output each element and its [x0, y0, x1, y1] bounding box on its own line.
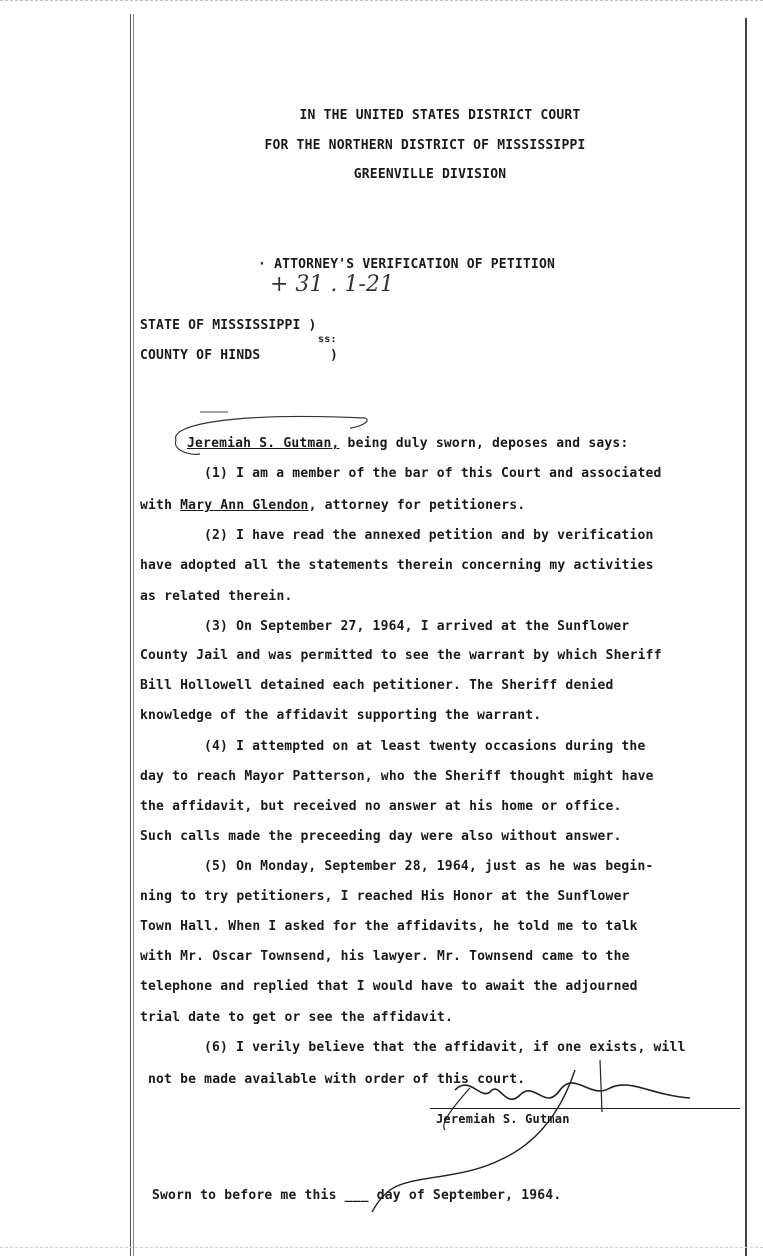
- p3-line-3: Bill Hollowell detained each petitioner. The Sheriff denied: [140, 678, 614, 693]
- p5-line-2: ning to try petitioners, I reached His Honor at the Sunflower: [140, 889, 630, 904]
- p5-line-1: (5) On Monday, September 28, 1964, just as he was begin-: [204, 859, 654, 874]
- p2-line-3: as related therein.: [140, 589, 293, 604]
- co-counsel-name: Mary Ann Glendon: [180, 498, 309, 513]
- affiant-name: Jeremiah S. Gutman,: [187, 436, 340, 451]
- document-title: · ATTORNEY'S VERIFICATION OF PETITION: [258, 257, 555, 272]
- p5-line-6: trial date to get or see the affidavit.: [140, 1010, 454, 1025]
- scan-bottom-edge: [0, 1247, 763, 1248]
- p4-line-4: Such calls made the preceeding day were also without answer.: [140, 829, 622, 844]
- venue-state: STATE OF MISSISSIPPI ): [140, 318, 317, 333]
- court-name: IN THE UNITED STATES DISTRICT COURT: [299, 108, 581, 123]
- p5-line-3: Town Hall. When I asked for the affidavits, he told me to talk: [140, 919, 638, 934]
- p1-line-1: (1) I am a member of the bar of this Court and associated: [204, 466, 662, 481]
- court-division: GREENVILLE DIVISION: [353, 167, 507, 182]
- p3-line-1: (3) On September 27, 1964, I arrived at the Sunflower: [204, 619, 630, 634]
- p2-line-2: have adopted all the statements therein concerning my activities: [140, 558, 654, 573]
- p3-line-2: County Jail and was permitted to see the warrant by which Sheriff: [140, 648, 662, 663]
- intro-line: [187, 436, 628, 451]
- p6-line-2: not be made available with order of this court.: [148, 1072, 526, 1087]
- p2-line-1: (2) I have read the annexed petition and by verification: [204, 528, 654, 543]
- signatory-name: Jeremiah S. Gutman: [436, 1112, 570, 1126]
- p4-line-1: (4) I attempted on at least twenty occasions during the: [204, 739, 646, 754]
- p4-line-2: day to reach Mayor Patterson, who the Sheriff thought might have: [140, 769, 654, 784]
- intro-text: being duly sworn, deposes and says:: [347, 436, 629, 451]
- p5-line-4: with Mr. Oscar Townsend, his lawyer. Mr. Townsend came to the: [140, 949, 630, 964]
- p6-line-1: (6) I verily believe that the affidavit, if one exists, will: [204, 1040, 686, 1055]
- court-district: FOR THE NORTHERN DISTRICT OF MISSISSIPPI: [264, 138, 586, 153]
- venue-county: COUNTY OF HINDS: [140, 348, 261, 363]
- signature-line: [430, 1108, 740, 1109]
- sworn-statement: Sworn to before me this ___ day of September, 1964.: [152, 1188, 562, 1203]
- venue-ss: ss:: [318, 334, 337, 345]
- handwritten-notation: + 31 . 1-21: [270, 272, 394, 297]
- venue-county-paren: ): [330, 348, 339, 363]
- p3-line-4: knowledge of the affidavit supporting the warrant.: [140, 708, 542, 723]
- p1-line-2: with Mary Ann Glendon, attorney for petitioners.: [140, 498, 526, 513]
- p4-line-3: the affidavit, but received no answer at his home or office.: [140, 799, 622, 814]
- p5-line-5: telephone and replied that I would have to await the adjourned: [140, 979, 638, 994]
